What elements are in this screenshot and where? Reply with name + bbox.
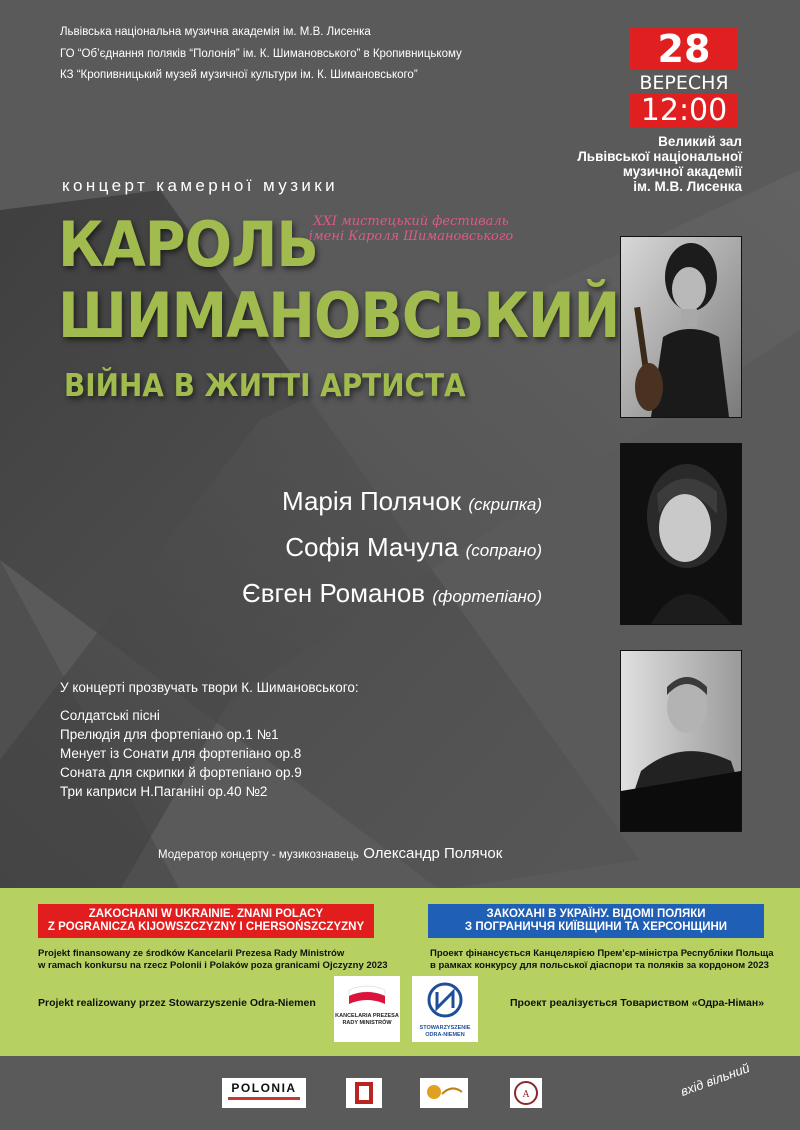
- performer-3: [242, 578, 542, 609]
- free-entry-note: вхід вільний: [678, 1060, 752, 1099]
- pianist-photo: [620, 650, 742, 832]
- title-line-3: ВІЙНА В ЖИТТІ АРТИСТА: [64, 368, 466, 404]
- organizer-line-2: ГО “Об’єднання поляків “Полонія” ім. К. Шимановського” в Кропивницькому: [60, 48, 462, 60]
- violinist-photo: [620, 236, 742, 418]
- funding-line: w ramach konkursu na rzecz Polonii i Polaków poza granicami Ojczyzny 2023: [38, 960, 388, 971]
- performer-role: (сопрано): [465, 541, 542, 560]
- academy-logo: [510, 1078, 542, 1108]
- venue-line: Львівської національної: [577, 149, 742, 164]
- academy-emblem-icon: [510, 1078, 542, 1108]
- festival-logo: [420, 1078, 468, 1108]
- concert-subtitle: концерт камерної музики: [62, 176, 339, 195]
- organizer-line-3: КЗ “Кропивницький музей музичної культури ім. К. Шимановського”: [60, 69, 418, 81]
- svg-text:A: A: [522, 1090, 530, 1100]
- odra-line: STOWARZYSZENIE: [419, 1025, 471, 1031]
- funding-line: Проект фінансується Канцелярією Прем’єр-міністра Республіки Польща: [430, 948, 774, 959]
- museum-logo: [346, 1078, 382, 1108]
- performer-name: Софія Мачула: [285, 532, 459, 562]
- performer-role: (скрипка): [468, 495, 542, 514]
- funding-line: в рамках конкурсу для польської діаспори та поляків за кордоном 2023: [430, 960, 769, 971]
- program-item: Солдатські пісні: [60, 708, 160, 723]
- banner-line: Z POGRANICZA KIJOWSZCZYZNY I CHERSOŃSZCZYZNY: [47, 921, 365, 933]
- program-list: [60, 706, 302, 801]
- venue-line: Великий зал: [658, 134, 742, 149]
- banner-polish: [38, 904, 374, 938]
- polish-flag-icon: [347, 982, 387, 1008]
- realized-by-pl: Projekt realizowany przez Stowarzyszenie Odra-Niemen: [38, 997, 316, 1009]
- performer-role: (фортепіано): [432, 587, 542, 606]
- polonia-logo: [222, 1078, 306, 1108]
- funding-line: Projekt finansowany ze środków Kancelarii Prezesa Rady Ministrów: [38, 948, 345, 959]
- title-line-1: КАРОЛЬ: [58, 208, 318, 281]
- kprm-logo: [334, 976, 400, 1042]
- venue-block: [577, 134, 742, 194]
- date-day: 28: [630, 28, 738, 70]
- kprm-line: RADY MINISTRÓW: [342, 1020, 392, 1026]
- festival-name: [290, 214, 532, 244]
- banner-ukrainian: [428, 904, 764, 938]
- performer-name: Євген Романов: [242, 578, 426, 608]
- funding-note-ua: [430, 948, 774, 972]
- kprm-line: KANCELARIA PREZESA: [335, 1013, 399, 1019]
- title-line-2: ШИМАНОВСЬКИЙ: [58, 279, 620, 352]
- performer-name: Марія Полячок: [282, 486, 462, 516]
- moderator-label: Модератор концерту - музикознавець: [158, 849, 359, 861]
- festival-emblem-icon: [420, 1078, 468, 1108]
- odra-line: ODRA-NIEMEN: [425, 1032, 465, 1038]
- performer-1: [282, 486, 542, 517]
- polonia-logo-text: POLONIA: [231, 1081, 297, 1095]
- moderator-name: Олександр Полячок: [363, 845, 503, 862]
- program-item: Три каприси Н.Паганіні ор.40 №2: [60, 784, 268, 799]
- soprano-photo: [620, 443, 742, 625]
- banner-line: ЗАКОХАНІ В УКРАЇНУ. ВІДОМІ ПОЛЯКИ: [486, 908, 706, 920]
- program-item: Соната для скрипки й фортепіано ор.9: [60, 765, 302, 780]
- venue-line: ім. М.В. Лисенка: [633, 179, 742, 194]
- venue-line: музичної академії: [622, 164, 742, 179]
- date-month: ВЕРЕСНЯ: [639, 72, 729, 94]
- festival-line: імені Кароля Шимановського: [308, 229, 514, 244]
- banner-line: З ПОГРАНИЧЧЯ КИЇВЩИНИ ТА ХЕРСОНЩИНИ: [464, 921, 728, 933]
- funding-note-pl: [38, 948, 388, 972]
- organizer-line-1: Львівська національна музична академія ім. М.В. Лисенка: [60, 26, 371, 38]
- program-intro: У концерті прозвучать твори К. Шимановського:: [60, 680, 359, 695]
- festival-line: XXI мистецький фестиваль: [313, 214, 509, 229]
- banner-line: ZAKOCHANI W UKRAINIE. ZNANI POLACY: [88, 908, 324, 920]
- program-item: Прелюдія для фортепіано ор.1 №1: [60, 727, 279, 742]
- program-item: Менует із Сонати для фортепіано ор.8: [60, 746, 302, 761]
- sponsor-band: [0, 888, 800, 1056]
- moderator-line: [158, 845, 502, 863]
- performer-2: [285, 532, 542, 563]
- polonia-underline: [228, 1097, 300, 1100]
- realized-by-ua: Проект реалізується Товариством «Одра-Німан»: [510, 997, 765, 1009]
- odra-niemen-emblem-icon: [425, 980, 465, 1020]
- museum-emblem-icon: [346, 1078, 382, 1108]
- date-time: 12:00: [630, 94, 738, 128]
- odra-niemen-logo: [412, 976, 478, 1042]
